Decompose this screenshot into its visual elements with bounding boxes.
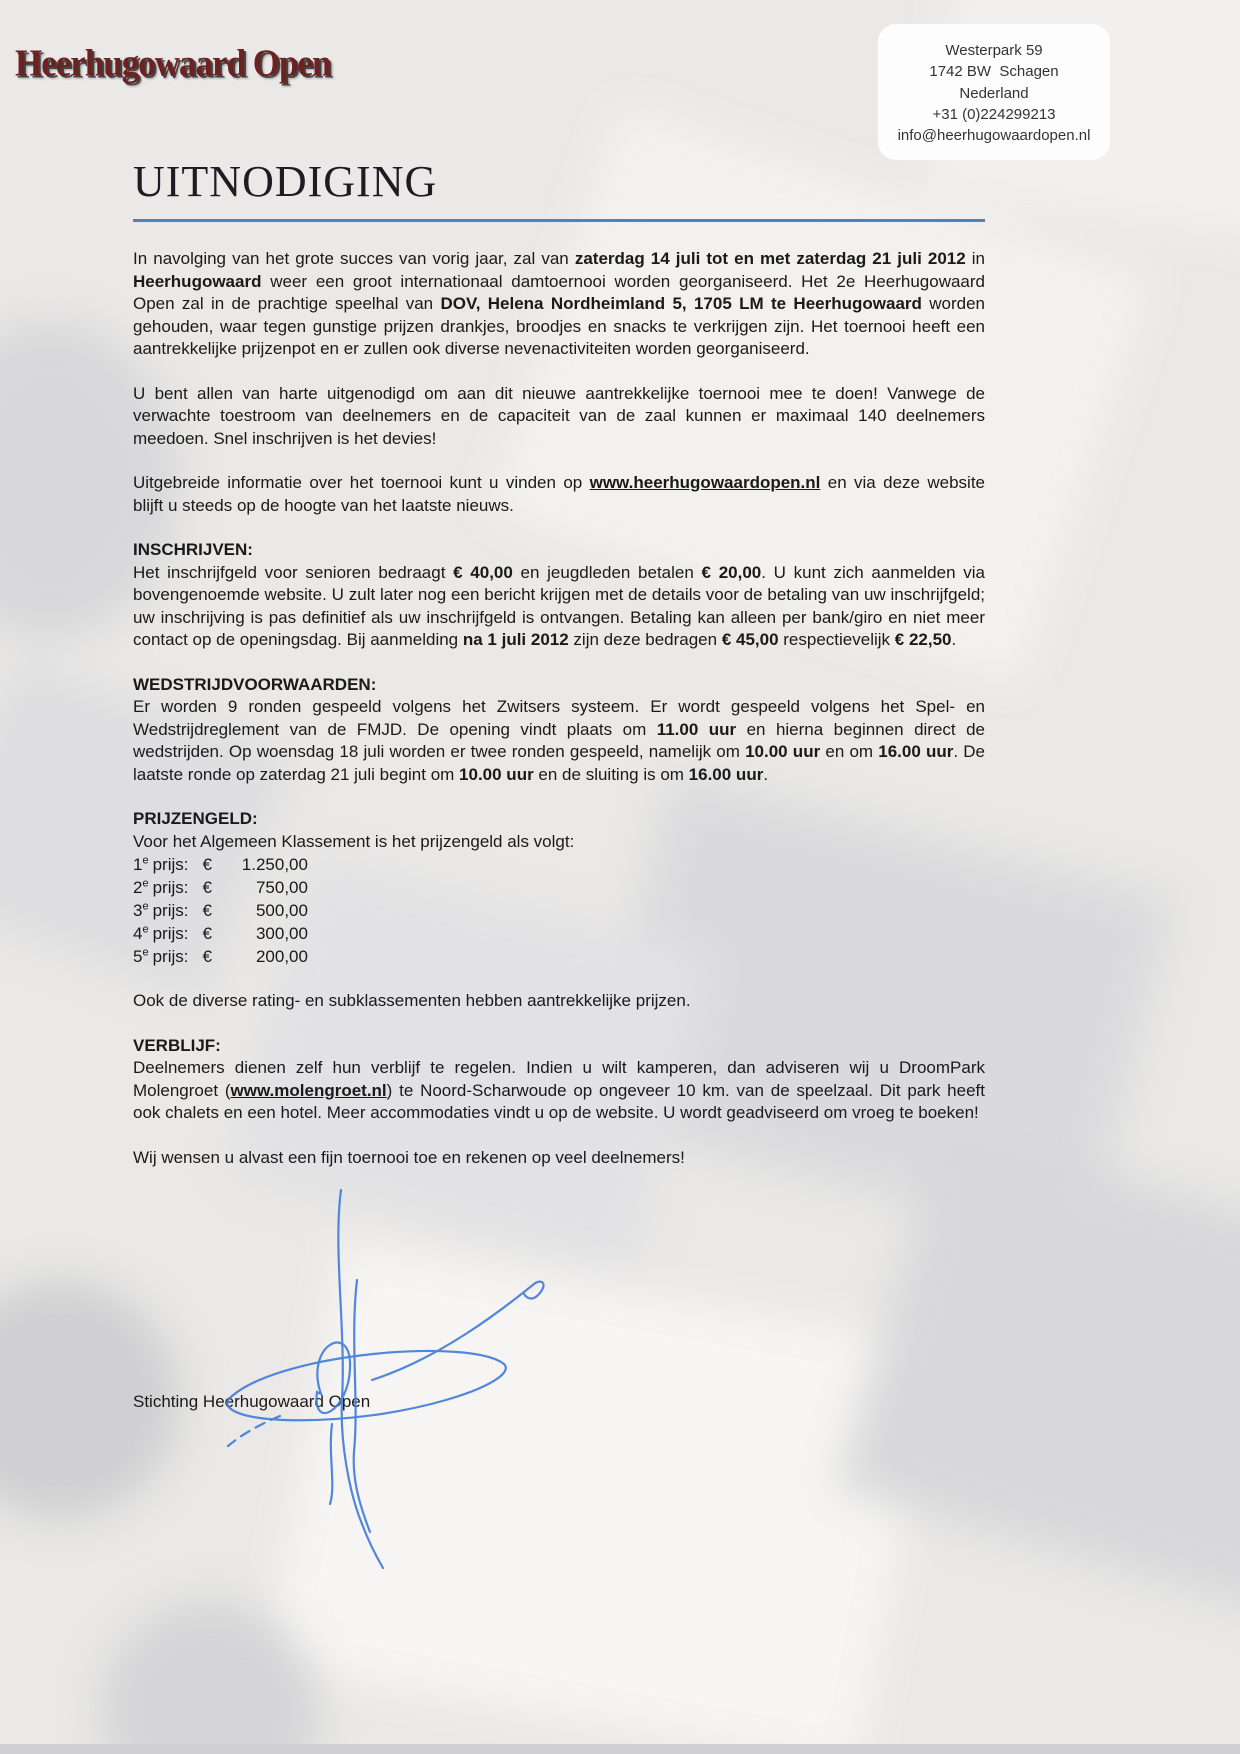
prize-row [133,853,985,876]
prize-ordinal: e [142,900,149,913]
title-underline-rule [133,219,985,222]
link[interactable]: www.molengroet.nl [230,1080,387,1100]
text-segment: € 22,50 [894,630,952,649]
prize-ordinal: e [142,923,149,936]
prize-label: prijs: [152,878,189,897]
currency-symbol: € [202,924,212,943]
prize-rank: 5 [133,947,143,966]
text-segment: In navolging van het grote succes van vorig jaar, zal van [133,249,575,268]
prize-label: prijs: [152,901,189,920]
prize-list [133,853,985,968]
text-segment: zijn deze bedragen [568,630,722,649]
prize-row [133,899,985,922]
text-segment: 16.00 uur [688,764,764,784]
prize-amount: 750,00 [255,878,308,897]
text-segment: en de sluiting is om [533,764,689,784]
text-segment: DOV, Helena Nordheimland 5, 1705 LM te Heerhugowaard [440,294,922,313]
text-segment: Heerhugowaard [133,271,262,291]
prize-ordinal: e [142,877,149,890]
closing-wish: Wij wensen u alvast een fijn toernooi toe en rekenen op veel deelnemers! [133,1147,685,1167]
paragraph-inschrijven [133,562,985,652]
paragraph-invitation [133,383,985,451]
contact-card [878,24,1110,160]
text-segment: . De laatste ronde op zaterdag 21 juli begint om [133,742,985,784]
text-segment: . [763,764,769,784]
text-segment: Deelnemers dienen zelf hun verblijf te regelen. Indien u wilt kamperen, dan adviseren wij u DroomPark Molengroet ( [133,1058,985,1100]
text-segment: 10.00 uur [745,742,821,761]
prize-ordinal: e [142,854,149,867]
prize-row [133,876,985,899]
signature-image [220,1188,560,1578]
prize-amount: 300,00 [255,924,308,943]
text-segment: 16.00 uur [878,742,954,761]
text-segment: 11.00 uur [656,719,737,739]
text-segment: weer een groot internationaal damtoernooi worden georganiseerd. Het 2e Heerhugowaard Open zal in de prachtige speelhal van [133,271,985,313]
contact-address-line: 1742 BW Schagen [929,63,1059,81]
text-segment: na 1 juli 2012 [462,630,569,649]
prize-label: prijs: [152,855,189,874]
contact-address-line: Westerpark 59 [945,42,1043,59]
currency-symbol: € [202,878,212,897]
prize-row [133,922,985,945]
text-segment: € 45,00 [721,630,779,649]
prize-amount: 1.250,00 [241,855,308,874]
text-segment: ) te Noord-Scharwoude op ongeveer 10 km. van de speelzaal. Dit park heeft ook chalets en een hotel. Meer accommodaties vindt u op de website. U wordt geadviseerd om vroeg te boeken! [133,1080,985,1122]
prize-label: prijs: [152,947,189,966]
prijzengeld-outro: Ook de diverse rating- en subklassementen hebben aantrekkelijke prijzen. [133,991,691,1010]
paragraph-wedstrijdvoorwaarden [133,696,985,786]
contact-email[interactable]: info@heerhugowaardopen.nl [897,127,1091,145]
text-segment: . [951,630,957,649]
paragraph-intro [133,248,985,361]
prijzengeld-intro: Voor het Algemeen Klassement is het prijzengeld als volgt: [133,831,575,851]
text-segment: en via deze website blijft u steeds op de hoogte van het laatste nieuws. [133,473,985,515]
text-segment: Er worden 9 ronden gespeeld volgens het Zwitsers systeem. Er wordt gespeeld volgens het Spel- en Wedstrijdreglement van de FMJD. De opening vindt plaats om [133,697,985,739]
page-bottom-edge [0,1744,1240,1754]
text-segment: € 40,00 [453,562,513,582]
section-heading-verblijf: VERBLIJF: [133,1035,221,1055]
text-segment: Het inschrijfgeld voor senioren bedraagt [133,562,454,582]
currency-symbol: € [202,855,212,874]
text-segment: zaterdag 14 juli tot en met zaterdag 21 juli 2012 [574,249,966,268]
text-segment: worden gehouden, waar tegen gunstige prijzen drankjes, broodjes en snacks te verkrijgen zijn. Het toernooi heeft een aantrekkelijke prijzenpot en er zullen ook diverse nevenactiviteiten worden georganiseerd. [133,294,985,358]
paragraph-website-info [133,472,985,517]
page-title: UITNODIGING [133,157,438,206]
text-segment: en jeugdleden betalen [512,562,702,582]
text-segment: Uitgebreide informatie over het toernooi kunt u vinden op [133,473,590,492]
text-segment: en om [820,742,879,761]
text-segment: . U kunt zich aanmelden via bovengenoemde website. U zult later nog een bericht krijgen met de details voor de betaling van uw inschrijfgeld; uw inschrijving is pas definitief als uw inschrijfgeld is ontvangen. Betaling kan alleen per bank/giro en niet meer contact op de openingsdag. Bij aanmelding [133,562,985,649]
contact-phone: +31 (0)224299213 [932,105,1056,123]
prize-ordinal: e [142,946,149,959]
section-heading-prijzengeld: PRIJZENGELD: [133,809,258,828]
prize-amount: 500,00 [255,901,308,920]
prize-rank: 3 [133,901,143,920]
section-heading-inschrijven: INSCHRIJVEN: [133,540,253,559]
prize-amount: 200,00 [255,947,308,966]
prize-rank: 2 [133,878,143,897]
currency-symbol: € [202,901,212,920]
paragraph-verblijf [133,1057,985,1125]
text-segment: en hierna beginnen direct de wedstrijden. Op woensdag 18 juli worden er twee ronden gespeeld, namelijk om [133,719,985,761]
prize-rank: 1 [133,855,143,874]
text-segment: € 20,00 [701,562,762,582]
section-heading-wedstrijdvoorwaarden: WEDSTRIJDVOORWAARDEN: [133,674,377,694]
prize-row [133,945,985,968]
contact-address-line: Nederland [959,84,1029,102]
organization-logo: Heerhugowaard Open [15,42,331,85]
prize-rank: 4 [133,924,143,943]
text-segment: 10.00 uur [459,764,534,784]
signing-organization: Stichting Heerhugowaard Open [133,1392,371,1411]
currency-symbol: € [202,947,212,966]
text-segment: respectievelijk [778,630,895,649]
text-segment: U bent allen van harte uitgenodigd om aan dit nieuwe aantrekkelijke toernooi mee te doen! Vanwege de verwachte toestroom van deelnemers en de capaciteit van de zaal kunnen er maximaal 140 deelnemers meedoen. Snel inschrijven is het devies! [133,383,985,448]
text-segment: in [965,249,985,268]
prize-label: prijs: [152,924,189,943]
link[interactable]: www.heerhugowaardopen.nl [589,473,821,492]
